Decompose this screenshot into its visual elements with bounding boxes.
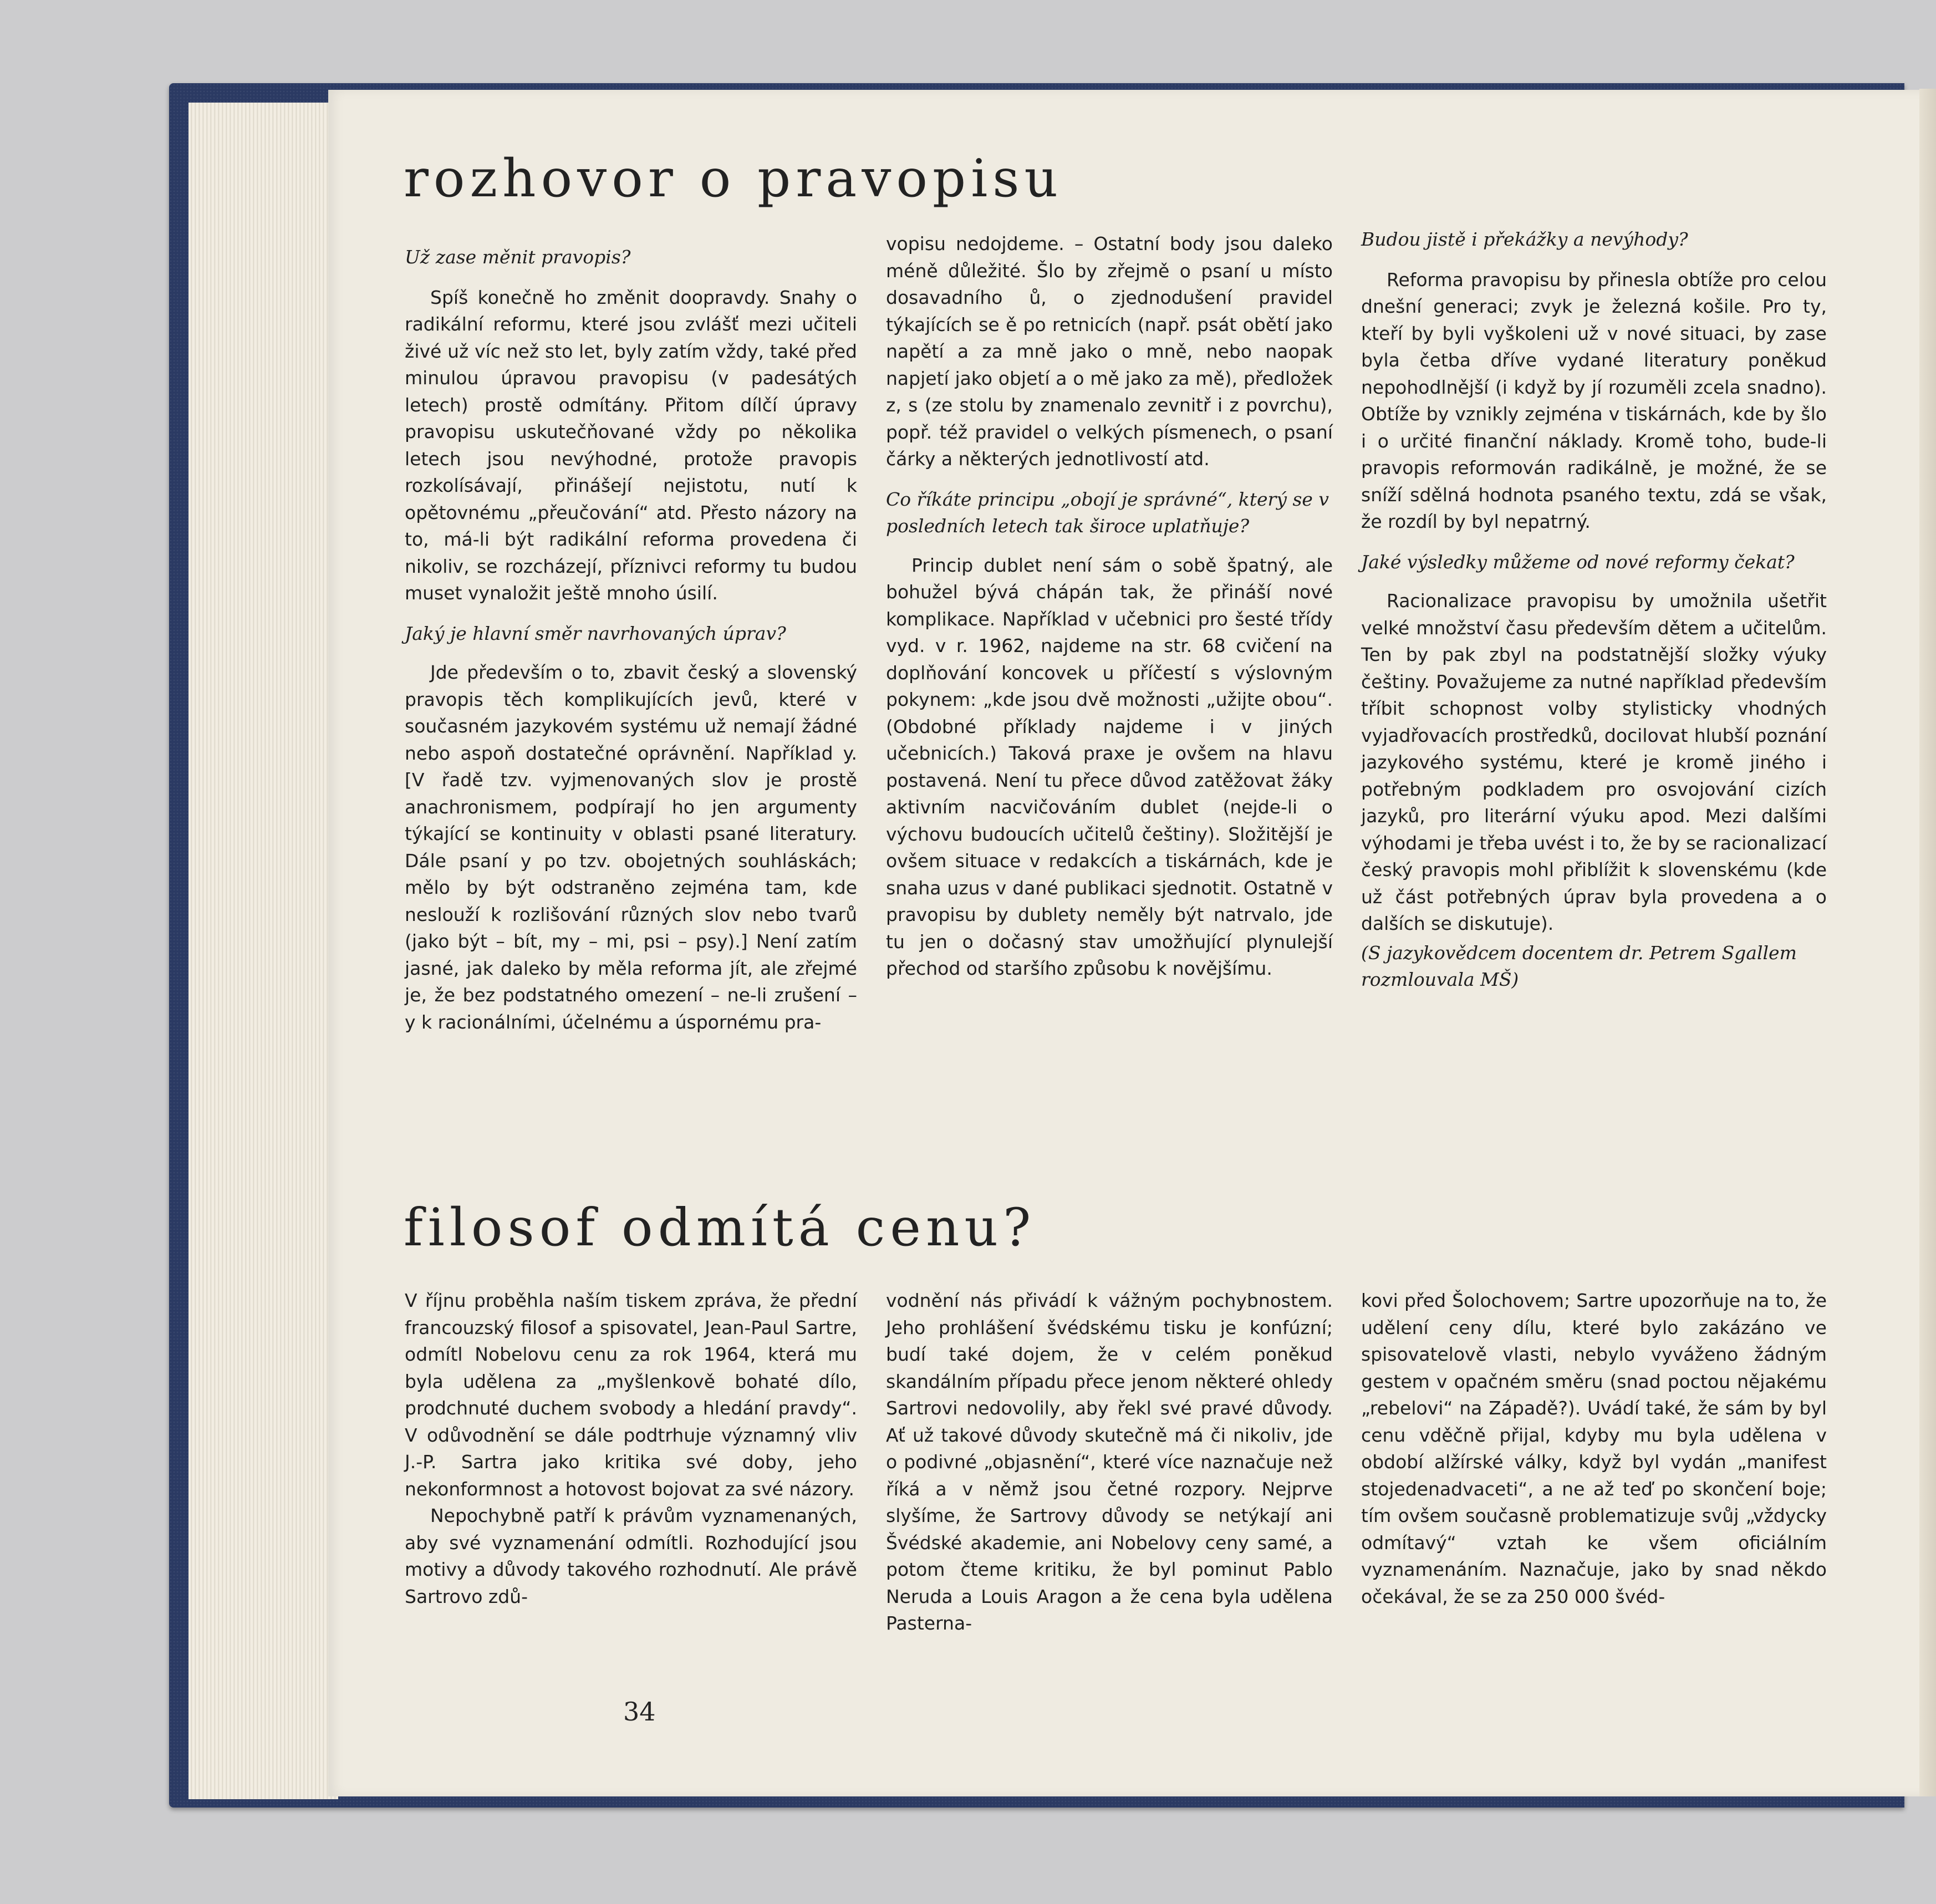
question: Jaké výsledky můžeme od nové reformy čekat? bbox=[1361, 551, 1795, 573]
article-paragraph: vodnění nás přivádí k vážným pochybnostem. Jeho prohlášení švédskému tisku je konfúzní; budí také dojem, že v celém poněkud skandálním případu přece jenom některé ohledy Sartrovi nedovolily, aby řekl své pravé důvody. Ať už takové důvody skutečně má či nikoliv, jde o podivné „objasnění“, které více naznačuje než říká a v němž jsou četné rozpory. Nejprve slyšíme, že Sartrovy důvody se netýkají ani Švédské akademie, ani Nobelovy ceny samé, a potom čteme kritiku, že byl pominut Pablo Neruda a Louis Aragon a že cena byla udělena Pasterna- bbox=[886, 1290, 1333, 1634]
article2-column3 bbox=[1361, 1287, 1827, 1610]
answer-paragraph: vopisu nedojdeme. – Ostatní body jsou daleko méně důležité. Šlo by zřejmě o psaní u místo dosavadního ů, o zjednodušení pravidel týkajících se ě po retnicích (např. psát obětí jako napětí a za mně jako o mně, nebo naopak napjetí jako objetí a o mě jako za mě), předložek z, s (ze stolu by znamenalo zevnitř i z povrchu), popř. též pravidel o velkých písmenech, o psaní čárky a některých jednotlivostí atd. bbox=[886, 233, 1333, 470]
question: Budou jistě i překážky a nevýhody? bbox=[1361, 228, 1688, 250]
answer-paragraph: Jde především o to, zbavit český a slovenský pravopis těch komplikujících jevů, které v současném jazykovém systému už nemají žádné nebo aspoň dostatečné oprávnění. Například y. [V řadě tzv. vyjmenovaných slov je prostě anachronismem, podpírají ho jen argumenty týkající se kontinuity v oblasti psané literatury. Dále psaní y po tzv. obojetných souhláskách; mělo by být odstraněno zejména tam, kde neslouží k rozlišování různých slov nebo tvarů (jako být – bít, my – mi, psi – psy).] Není zatím jasné, jak daleko by měla reforma jít, ale zřejmé je, že bez podstatného omezení – ne-li zrušení – y k racionálními, účelnému a úspornému pra- bbox=[405, 661, 857, 1033]
answer-paragraph: Princip dublet není sám o sobě špatný, ale bohužel bývá chápán tak, že přináší nové komplikace. Například v učebnici pro šesté třídy vyd. v r. 1962, najdeme na str. 68 cvičení na doplňování koncovek u příčestí s výslovným pokynem: „kde jsou dvě možnosti „užijte obou“. (Obdobné příklady najdeme i v jiných učebnicích.) Taková praxe je ovšem na hlavu postavená. Není tu přece důvod zatěžovat žáky aktivním nacvičováním dublet (nejde-li o výchovu budoucích učitelů češtiny). Složitější je ovšem situace v redakcích a tiskárnách, kde je snaha uzus v dané publikaci sjednotit. Ostatně v pravopisu by dublety neměly být natrvalo, jde tu jen o dočasný stav umožňující plynulejší přechod od staršího způsobu k novějšímu. bbox=[886, 554, 1333, 979]
interview-signature: (S jazykovědcem docentem dr. Petrem Sgallem rozmlouvala MŠ) bbox=[1361, 941, 1797, 990]
article1-column1 bbox=[405, 244, 857, 1036]
article-paragraph: V říjnu proběhla naším tiskem zpráva, že přední francouzský filosof a spisovatel, Jean-Paul Sartre, odmítl Nobelovu cenu za rok 1964, která mu byla udělena za „myšlenkově bohaté dílo, prodchnuté duchem svobody a hledání pravdy“. V odůvodnění se dále podtrhuje významný vliv J.-P. Sartra jako kritika své doby, jeho nekonformnost a hotovost bojovat za své názory. bbox=[405, 1290, 857, 1500]
page-right-edge bbox=[1919, 89, 1936, 1796]
answer-paragraph: Spíš konečně ho změnit doopravdy. Snahy o radikální reformu, které jsou zvlášť mezi učiteli živé už víc než sto let, byly zatím vždy, také před minulou úpravou pravopisu (v padesátých letech) prostě odmítány. Přitom dílčí úpravy pravopisu uskutečňované vždy po několika letech jsou nevýhodné, protože pravopis rozkolísávají, přinášejí nejistotu, nutí k opětovnému „přeučování“ atd. Přesto názory na to, má-li být radikální reforma provedena či nikoliv, se rozcházejí, příznivci reformy tu budou muset vynaložit ještě mnoho úsilí. bbox=[405, 286, 857, 604]
article1-column3 bbox=[1361, 226, 1827, 994]
answer-paragraph: Reforma pravopisu by přinesla obtíže pro celou dnešní generaci; zvyk je železná košile. Pro ty, kteří by byli vyškoleni už v nové situaci, by zase byla četba dříve vydané literatury poněkud nepohodlnější (i když by jí rozuměli zcela snadno). Obtíže by vznikly zejména v tiskárnách, kde by šlo i o určité finanční náklady. Kromě toho, bude-li pravopis reformován radikálně, je možné, že se sníží sdělná hodnota psaného textu, zdá se však, že rozdíl by byl nepatrný. bbox=[1361, 268, 1827, 532]
article1-title: rozhovor o pravopisu bbox=[404, 149, 1063, 209]
article1-column2 bbox=[886, 231, 1333, 982]
article-paragraph: kovi před Šolochovem; Sartre upozorňuje na to, že udělení ceny dílu, které bylo zakázáno ve spisovatelově vlasti, nebylo vyváženo žádným gestem v opačném směru (snad poctou nějakému „rebelovi“ na Západě?). Uvádí také, že sám by byl cenu vděčně přijal, kdyby mu byla udělena v období alžírské války, když byl vydán „manifest stojedenadvaceti“, a ne až teď po skončení boje; tím ovšem současně problematizuje svůj „vždycky odmítavý“ vztah ke všem oficiálním vyznamenáním. Naznačuje, jako by snad někdo očekával, že se za 250 000 švéd- bbox=[1361, 1290, 1827, 1607]
page-stack-edges bbox=[188, 103, 338, 1799]
article2-column1 bbox=[405, 1287, 857, 1610]
question: Co říkáte principu „obojí je správné“, který se v posledních letech tak široce uplatňuje? bbox=[886, 488, 1329, 537]
question: Už zase měnit pravopis? bbox=[405, 246, 631, 268]
article-paragraph: Nepochybně patří k právům vyznamenaných, aby své vyznamenání odmítli. Rozhodující jsou motivy a důvody takového rozhodnutí. Ale právě Sartrovo zdů- bbox=[405, 1505, 857, 1607]
page-number: 34 bbox=[623, 1697, 656, 1727]
question: Jaký je hlavní směr navrhovaných úprav? bbox=[405, 622, 786, 644]
answer-paragraph: Racionalizace pravopisu by umožnila ušetřit velké množství času především dětem a učitelům. Ten by pak zbyl na podstatnější složky výuky češtiny. Považujeme za nutné například především tříbit schopnost volby stylisticky vhodných vyjadřovacích prostředků, docilovat hlubší poznání jazykového systému, které je kromě jiného i potřebným podkladem pro osvojování cizích jazyků, pro literární výuku apod. Mezi dalšími výhodami je třeba uvést i to, že by se racionalizací český pravopis mohl přiblížit k slovenskému (kde už část potřebných úprav byla provedena a o dalších se diskutuje). bbox=[1361, 590, 1827, 934]
article2-title: filosof odmítá cenu? bbox=[404, 1198, 1036, 1258]
article2-column2 bbox=[886, 1287, 1333, 1637]
